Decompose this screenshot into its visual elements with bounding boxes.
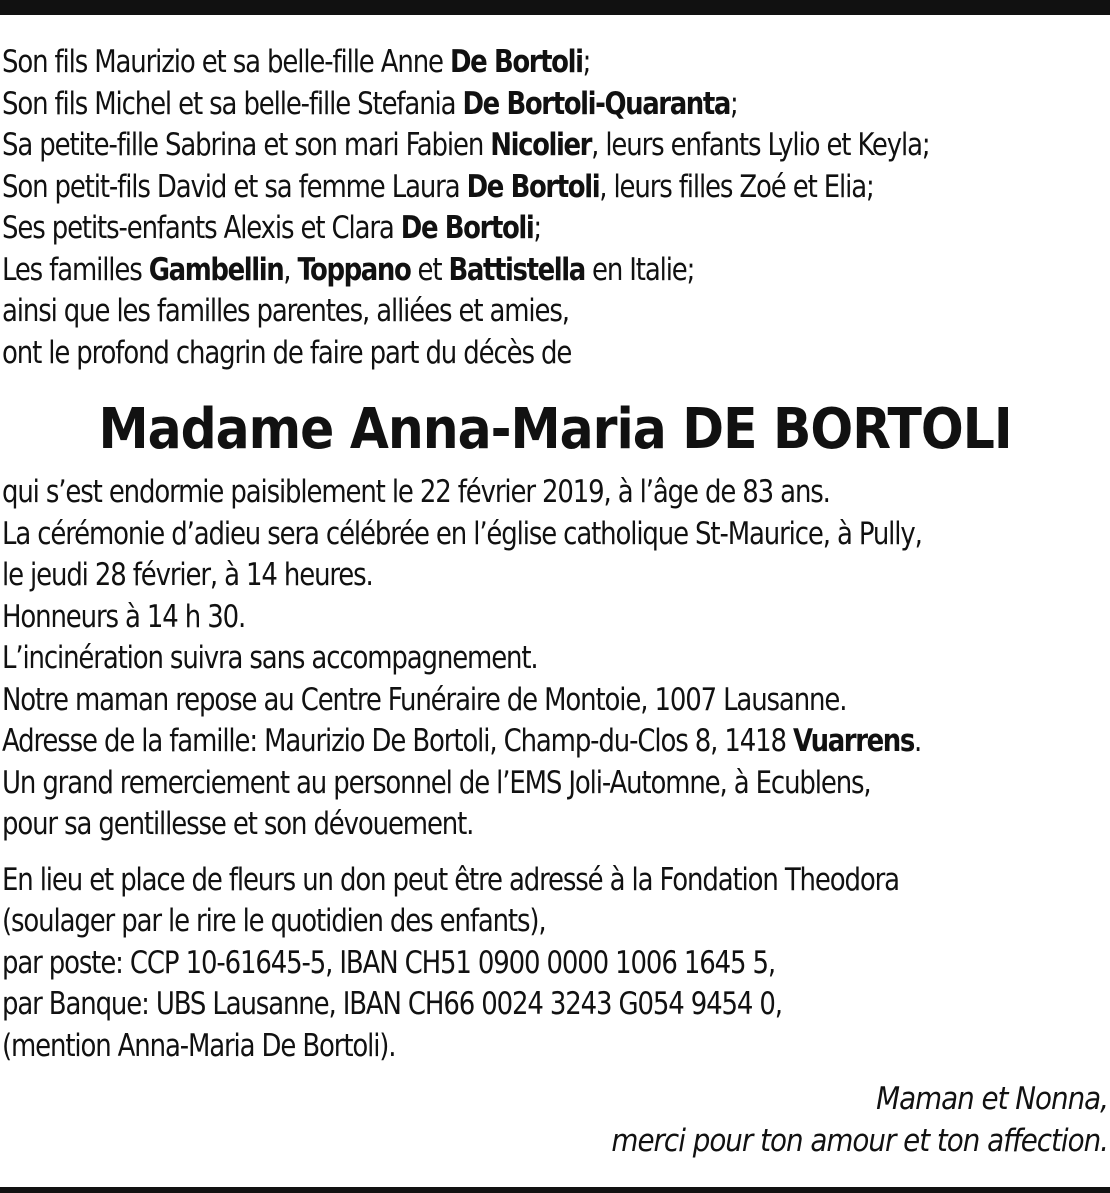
bottom-border-rule [0,1187,1110,1193]
deceased-name-heading: Madame Anna-Maria DE BORTOLI [98,397,1012,462]
donation-line-2: (soulager par le rire le quotidien des enfants), [2,903,546,939]
detail-line-7: Adresse de la famille: Maurizio De Bortoli, Champ-du-Clos 8, 1418 Vuarrens. [2,723,922,759]
family-announcement [2,42,1108,374]
family-line-8: ont le profond chagrin de faire part du décès de [2,334,572,371]
ceremony-details [2,472,1108,846]
obituary-notice [2,42,1108,1162]
donation-line-5: (mention Anna-Maria De Bortoli). [2,1027,396,1064]
detail-line-6: Notre maman repose au Centre Funéraire de Montoie, 1007 Lausanne. [2,681,847,718]
family-line-6: Les familles Gambellin, Toppano et Battistella en Italie; [2,251,695,288]
paragraph-spacer [2,846,1108,860]
family-line-1: Son fils Maurizio et sa belle-fille Anne De Bortoli; [2,44,591,80]
detail-line-4: Honneurs à 14 h 30. [2,598,246,635]
closing-dedication [2,1079,1108,1162]
detail-line-1: qui s’est endormie paisiblement le 22 février 2019, à l’âge de 83 ans. [2,474,830,510]
donation-info [2,860,1108,1068]
family-line-4: Son petit-fils David et sa femme Laura De Bortoli, leurs filles Zoé et Elia; [2,168,874,205]
top-border-rule [0,0,1110,15]
detail-line-8: Un grand remerciement au personnel de l’EMS Joli-Automne, à Ecublens, [2,764,871,801]
detail-line-3: le jeudi 28 février, à 14 heures. [2,557,373,593]
family-line-3: Sa petite-fille Sabrina et son mari Fabien Nicolier, leurs enfants Lylio et Keyla; [2,127,930,163]
donation-line-1: En lieu et place de fleurs un don peut être adressé à la Fondation Theodora [2,861,899,898]
closing-line-1: Maman et Nonna, [876,1081,1108,1117]
donation-line-3: par poste: CCP 10-61645-5, IBAN CH51 0900 0000 1006 1645 5, [2,944,775,981]
family-line-2: Son fils Michel et sa belle-fille Stefania De Bortoli-Quaranta; [2,85,738,122]
donation-line-4: par Banque: UBS Lausanne, IBAN CH66 0024 3243 G054 9454 0, [2,986,782,1022]
closing-line-2: merci pour ton amour et ton affection. [611,1122,1108,1159]
family-line-7: ainsi que les familles parentes, alliées et amies, [2,293,569,329]
detail-line-9: pour sa gentillesse et son dévouement. [2,806,474,842]
detail-line-5: L’incinération suivra sans accompagnement. [2,640,538,676]
family-line-5: Ses petits-enfants Alexis et Clara De Bortoli; [2,210,542,246]
detail-line-2: La cérémonie d’adieu sera célébrée en l’église catholique St-Maurice, à Pully, [2,515,922,552]
